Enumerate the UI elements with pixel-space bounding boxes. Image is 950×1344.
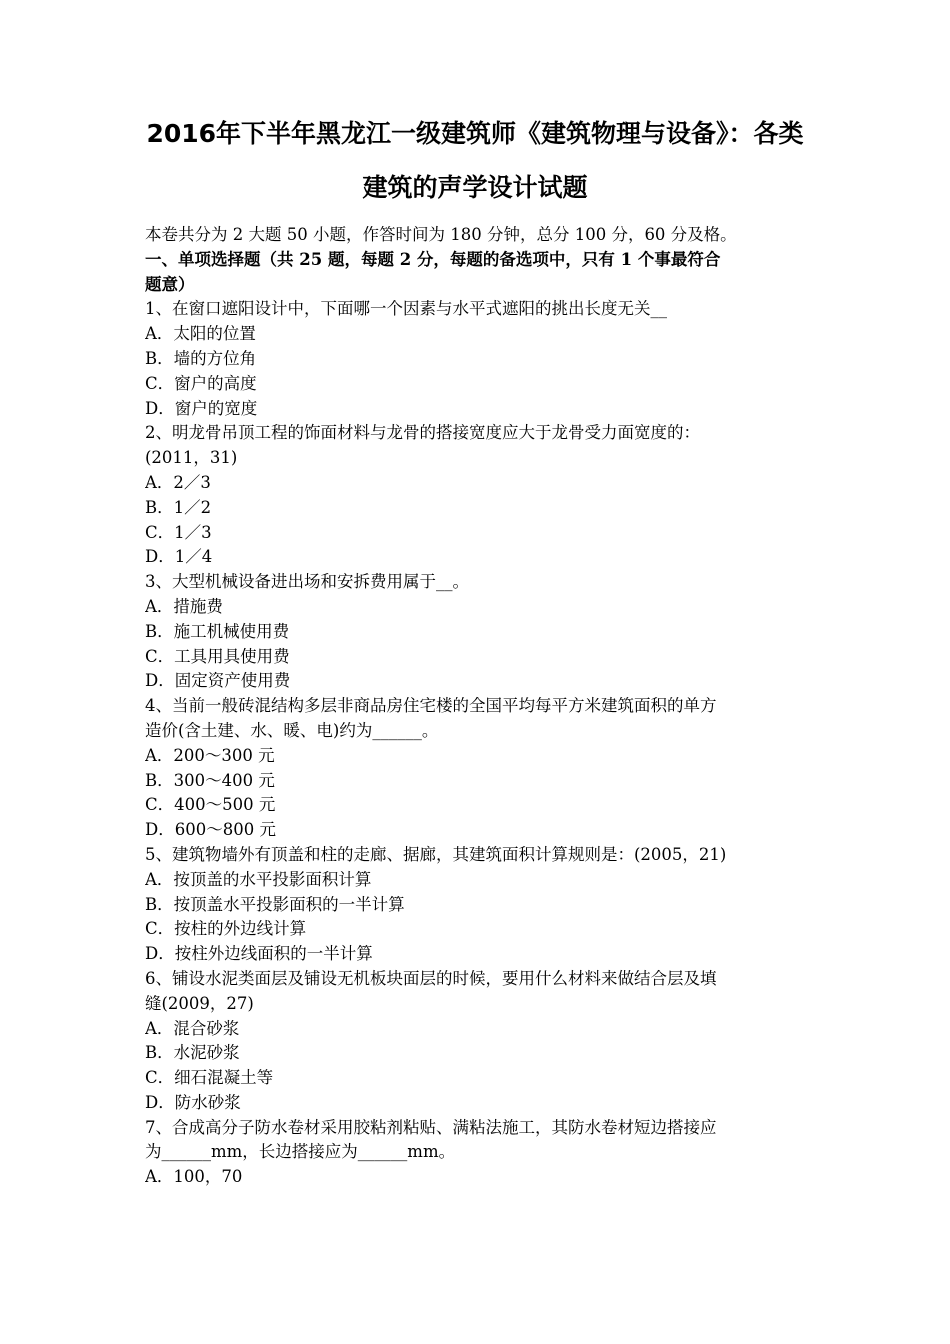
question-stem-line: 6、铺设水泥类面层及铺设无机板块面层的时候，要用什么材料来做结合层及填 [145, 968, 717, 988]
answer-option: A．按顶盖的水平投影面积计算 [145, 869, 372, 889]
question-stem-line: 2、明龙骨吊顶工程的饰面材料与龙骨的搭接宽度应大于龙骨受力面宽度的： [145, 423, 700, 443]
answer-option: B．水泥砂浆 [145, 1043, 240, 1063]
question-item [145, 694, 810, 843]
answer-option: D．按柱外边线面积的一半计算 [145, 944, 373, 964]
exam-intro: 本卷共分为 2 大题 50 小题，作答时间为 180 分钟，总分 100 分，60 分及格。 [145, 225, 737, 244]
section-heading-line-1: 一、单项选择题（共 25 题，每题 2 分，每题的备选项中，只有 1 个事最符合 [145, 249, 721, 269]
question-item [145, 421, 810, 570]
answer-option: A．混合砂浆 [145, 1018, 240, 1038]
answer-option: A．2／3 [145, 472, 211, 492]
section-heading-line-2: 题意） [145, 274, 195, 294]
question-item [145, 570, 810, 694]
answer-option: A．太阳的位置 [145, 324, 256, 344]
question-item [145, 967, 810, 1116]
question-stem-line: 5、建筑物墙外有顶盖和柱的走廊、据廊，其建筑面积计算规则是：(2005，21) [145, 844, 727, 864]
title-line-2: 建筑的声学设计试题 [362, 173, 588, 202]
question-stem-line: 造价(含土建、水、暖、电)约为______。 [145, 720, 439, 740]
answer-option: B．1／2 [145, 497, 212, 517]
answer-option: B．墙的方位角 [145, 348, 257, 368]
answer-option: A．100，70 [145, 1167, 243, 1187]
answer-option: C．400～500 元 [145, 795, 276, 815]
answer-option: D．防水砂浆 [145, 1092, 241, 1112]
question-stem-line: 4、当前一般砖混结构多层非商品房住宅楼的全国平均每平方米建筑面积的单方 [145, 696, 717, 716]
question-stem-line: 3、大型机械设备进出场和安拆费用属于__。 [145, 572, 469, 592]
answer-option: B．施工机械使用费 [145, 621, 290, 641]
answer-option: C．窗户的高度 [145, 373, 257, 393]
answer-option: D．固定资产使用费 [145, 671, 291, 691]
question-stem-line: 1、在窗口遮阳设计中，下面哪一个因素与水平式遮阳的挑出长度无关__ [145, 299, 667, 319]
answer-option: D．1／4 [145, 547, 213, 567]
answer-option: B．按顶盖水平投影面积的一半计算 [145, 894, 405, 914]
question-stem-line: (2011，31) [145, 448, 238, 468]
answer-option: C．细石混凝土等 [145, 1068, 274, 1088]
answer-option: C．1／3 [145, 522, 212, 542]
question-stem-line: 7、合成高分子防水卷材采用胶粘剂粘贴、满粘法施工，其防水卷材短边搭接应 [145, 1117, 717, 1137]
question-stem-line: 为______mm，长边搭接应为______mm。 [145, 1142, 456, 1162]
question-item [145, 1116, 810, 1190]
answer-option: C．按柱的外边线计算 [145, 919, 307, 939]
question-item [145, 843, 810, 967]
title-line-1: 2016年下半年黑龙江一级建筑师《建筑物理与设备》：各类 [146, 119, 804, 148]
document-body [145, 223, 810, 1190]
question-list [145, 297, 810, 1190]
answer-option: D．窗户的宽度 [145, 398, 258, 418]
question-item [145, 297, 810, 421]
answer-option: D．600～800 元 [145, 820, 276, 840]
answer-option: C．工具用具使用费 [145, 646, 290, 666]
answer-option: A．200～300 元 [145, 745, 275, 765]
answer-option: A．措施费 [145, 596, 223, 616]
answer-option: B．300～400 元 [145, 770, 275, 790]
question-stem-line: 缝(2009，27) [145, 993, 254, 1013]
